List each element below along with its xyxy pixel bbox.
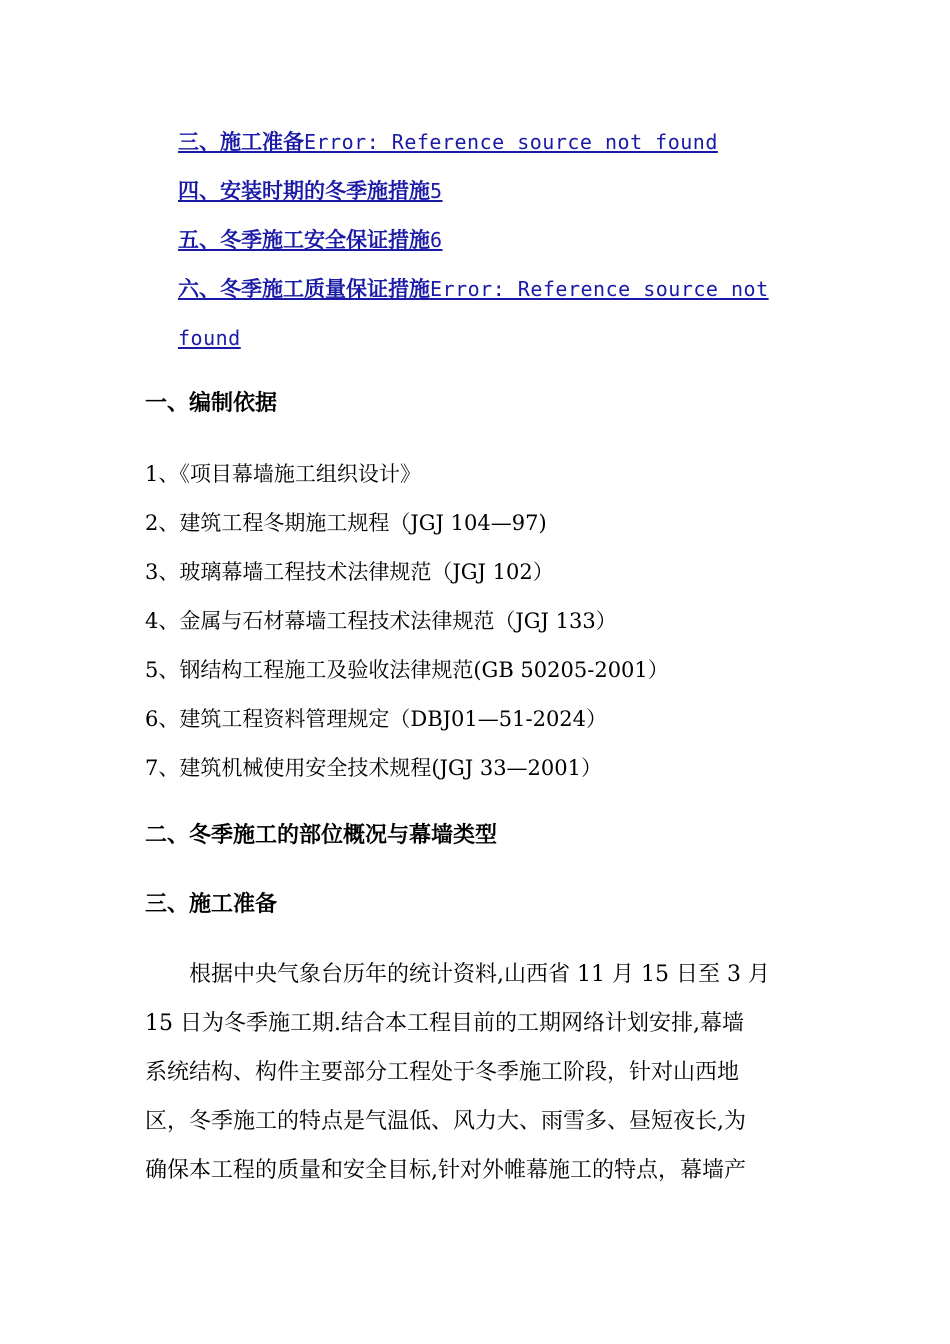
reference-item: 6、建筑工程资料管理规定（DBJ01—51-2024） xyxy=(145,707,608,731)
toc-link-construction-prep[interactable] xyxy=(178,118,818,167)
paragraph-line: 区，冬季施工的特点是气温低、风力大、雨雪多、昼短夜长,为 xyxy=(145,1109,746,1134)
paragraph-line: 根据中央气象台历年的统计资料,山西省 11 月 15 日至 3 月 xyxy=(189,962,770,987)
toc-entry-page: Error: Reference source not xyxy=(430,277,769,301)
toc-entry-page: 6 xyxy=(430,228,443,252)
toc-entry-title: 六、冬季施工质量保证措施 xyxy=(178,277,430,301)
toc-link-quality-measures[interactable] xyxy=(178,265,818,363)
reference-item: 5、钢结构工程施工及验收法律规范(GB 50205-2001） xyxy=(145,658,669,682)
reference-list xyxy=(145,450,825,793)
reference-item: 2、建筑工程冬期施工规程（JGJ 104—97) xyxy=(145,511,547,535)
reference-item: 7、建筑机械使用安全技术规程(JGJ 33—2001） xyxy=(145,756,603,780)
toc-entry-page-continued: found xyxy=(178,326,241,350)
toc-link-installation-winter-measures[interactable] xyxy=(178,167,818,216)
paragraph-line: 15 日为冬季施工期.结合本工程目前的工期网络计划安排,幕墙 xyxy=(145,1011,744,1036)
heading-construction-prep: 三、施工准备 xyxy=(145,892,278,917)
reference-item: 1、《项目幕墙施工组织设计》 xyxy=(145,462,421,486)
heading-compilation-basis: 一、编制依据 xyxy=(145,391,278,416)
paragraph-line: 系统结构、构件主要部分工程处于冬季施工阶段，针对山西地 xyxy=(145,1060,740,1085)
toc-link-safety-measures[interactable] xyxy=(178,216,818,265)
reference-item: 3、玻璃幕墙工程技术法律规范（JGJ 102） xyxy=(145,560,554,584)
toc-entry-title: 五、冬季施工安全保证措施 xyxy=(178,228,430,252)
toc-entry-title: 四、安装时期的冬季施措施 xyxy=(178,179,430,203)
toc-entry-page: Error: Reference source not found xyxy=(304,130,718,154)
table-of-contents xyxy=(178,118,818,363)
paragraph-line: 确保本工程的质量和安全目标,针对外帷幕施工的特点，幕墙产 xyxy=(145,1158,746,1183)
toc-entry-title: 三、施工准备 xyxy=(178,130,304,154)
heading-winter-construction-parts: 二、冬季施工的部位概况与幕墙类型 xyxy=(145,823,498,848)
toc-entry-page: 5 xyxy=(430,179,443,203)
reference-item: 4、金属与石材幕墙工程技术法律规范（JGJ 133） xyxy=(145,609,617,633)
paragraph-construction-prep xyxy=(145,950,810,1195)
